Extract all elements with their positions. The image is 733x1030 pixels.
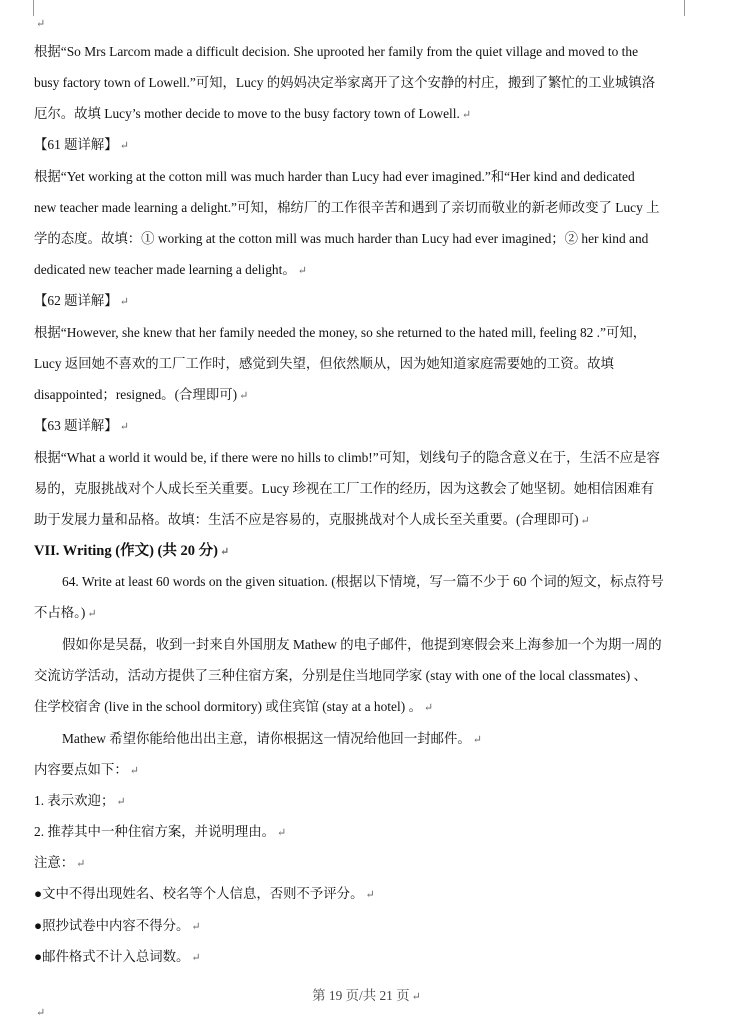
answer-line: 根据“So Mrs Larcom made a difficult decision. She uprooted her family from the quiet village and moved to the [34, 44, 639, 59]
section-heading: VII. Writing (作文) (共 20 分) ↵ [34, 543, 230, 559]
task-line: 2. 推荐其中一种住宿方案，并说明理由。 ↵ [34, 824, 287, 839]
answer-line: dedicated new teacher made learning a delight。 ↵ [34, 262, 307, 277]
answer-line: 学的态度。故填：① working at the cotton mill was much harder than Lucy had ever imagined；② her kind and [34, 231, 649, 246]
task-line: ●照抄试卷中内容不得分。 ↵ [34, 918, 201, 933]
task-line: 不占格。) ↵ [34, 605, 97, 620]
task-line: Mathew 希望你能给他出出主意，请你根据这一情况给他回一封邮件。 ↵ [62, 731, 482, 746]
answer-line: 根据“However, she knew that her family needed the money, so she returned to the hated mill, feeling 82 .”可知， [34, 325, 647, 340]
answer-line: 易的，克服挑战对个人成长至关重要。Lucy 珍视在工厂工作的经历，因为这教会了她坚韧。她相信困难有 [34, 481, 655, 496]
question-63-heading: 【63 题详解】 ↵ [34, 418, 129, 433]
task-line: 64. Write at least 60 words on the given situation. (根据以下情境，写一篇不少于 60 个词的短文，标点符号 [62, 574, 664, 589]
task-line: 1. 表示欢迎； ↵ [34, 793, 126, 808]
task-line: 交流访学活动，活动方提供了三种住宿方案，分别是住当地同学家 (stay with one of the local classmates) 、 [34, 668, 647, 683]
answer-line: Lucy 返回她不喜欢的工厂工作时，感觉到失望，但依然顺从，因为她知道家庭需要她的工资。故填 [34, 356, 614, 371]
answer-line: new teacher made learning a delight.”可知，棉纺厂的工作很辛苦和遇到了亲切而敬业的新老师改变了 Lucy 上 [34, 200, 660, 215]
answer-line: busy factory town of Lowell.”可知，Lucy 的妈妈决定举家离开了这个安静的村庄，搬到了繁忙的工业城镇洛 [34, 75, 656, 90]
answer-line: disappointed；resigned。(合理即可) ↵ [34, 387, 249, 402]
paragraph-mark: ↵ [36, 1007, 46, 1019]
task-line: 注意： ↵ [34, 855, 86, 870]
task-line: ●文中不得出现姓名、校名等个人信息，否则不予评分。 ↵ [34, 886, 375, 901]
task-line: 假如你是吴磊，收到一封来自外国朋友 Mathew 的电子邮件，他提到寒假会来上海参加一个为期一周的 [62, 637, 662, 652]
page-footer: 第 19 页/共 21 页 ↵ [312, 988, 421, 1003]
task-line: 住学校宿舍 (live in the school dormitory) 或住宾馆 (stay at a hotel) 。 ↵ [34, 699, 434, 714]
answer-line: 助于发展力量和品格。故填：生活不应是容易的，克服挑战对个人成长至关重要。(合理即可) ↵ [34, 512, 590, 527]
question-61-heading: 【61 题详解】 ↵ [34, 137, 129, 152]
task-line: 内容要点如下： ↵ [34, 762, 139, 777]
answer-line: 根据“Yet working at the cotton mill was much harder than Lucy had ever imagined.”和“Her kind and dedicated [34, 169, 635, 184]
answer-line: 厄尔。故填 Lucy’s mother decide to move to the busy factory town of Lowell. ↵ [34, 106, 472, 121]
answer-line: 根据“What a world it would be, if there were no hills to climb!”可知，划线句子的隐含意义在于，生活不应是容 [34, 450, 660, 465]
task-line: ●邮件格式不计入总词数。 ↵ [34, 949, 201, 964]
question-62-heading: 【62 题详解】 ↵ [34, 293, 129, 308]
paragraph-mark: ↵ [36, 18, 46, 30]
